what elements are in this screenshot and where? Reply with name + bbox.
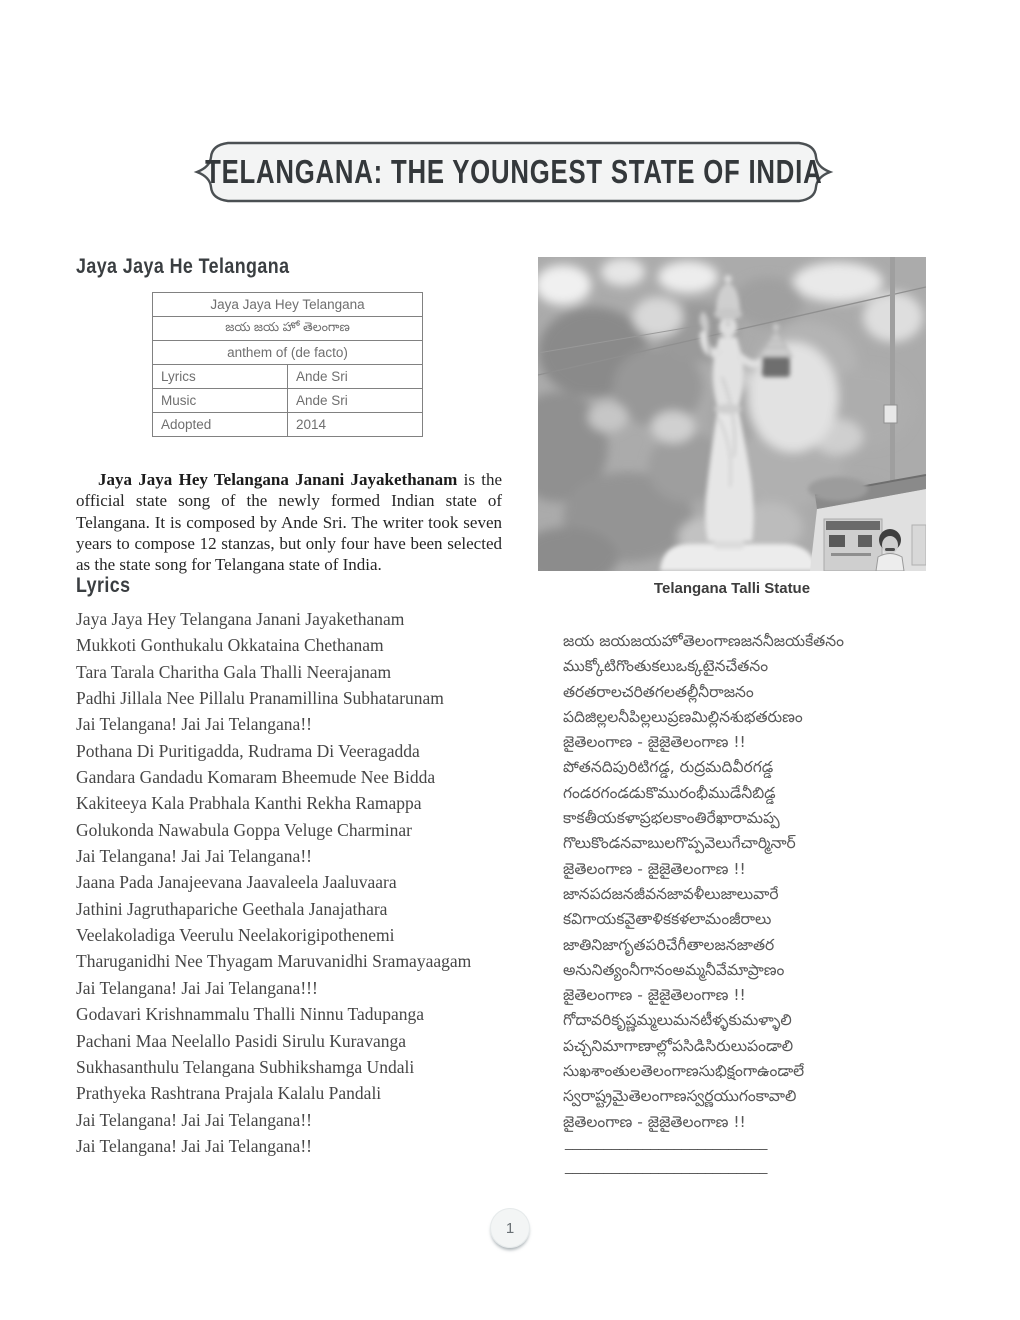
table-row xyxy=(153,341,423,365)
infobox-anthem-cell: anthem of (de facto) xyxy=(153,341,423,365)
telugu-lyric-line: పదిజిల్లలనీపిల్లలుప్రణమిల్లినశుభతరుణం xyxy=(563,707,803,726)
lyric-line: Jathini Jagruthapariche Geethala Janajathara xyxy=(76,898,388,919)
statue-photo-illustration xyxy=(538,257,926,571)
telugu-lyrics-list xyxy=(563,629,953,1135)
paragraph-body: is the official state song of the newly formed Indian state of Telangana. It is composed by Ande Sri. The writer took seven years to compose 12 stanzas, but only four have been selected as the state song for Telangana state of India. xyxy=(76,470,503,575)
table-row xyxy=(153,293,423,317)
lyric-line: Padhi Jillala Nee Pillalu Pranamillina Subhatarunam xyxy=(76,688,444,709)
statue-photo xyxy=(538,257,926,571)
lyric-line: Mukkoti Gonthukalu Okkataina Chethanam xyxy=(76,635,384,656)
telugu-lyric-line: జైతెలంగాణ - జైజైతెలంగాణ !! xyxy=(563,733,746,752)
telugu-lyric-line: ముక్కోటిగొంతుకలుఒక్కటైనచేతనం xyxy=(563,657,769,676)
lyric-line: Jaya Jaya Hey Telangana Janani Jayakethanam xyxy=(76,609,405,629)
infobox-telugu-cell: జయ జయ హో తెలంగాణ xyxy=(153,317,423,341)
section-heading-song: Jaya Jaya He Telangana xyxy=(76,255,290,278)
lyric-line: Tara Tarala Charitha Gala Thalli Neerajanam xyxy=(76,661,392,682)
lyric-line: Jaana Pada Janajeevana Jaavaleela Jaaluvaara xyxy=(76,872,397,893)
telugu-lyric-line: పచ్చనిమాగాణాల్లోపసిడిసిరులుపండాలి xyxy=(563,1036,794,1055)
lyric-line: Prathyeka Rashtrana Prajala Kalalu Pandali xyxy=(76,1083,382,1104)
lyric-line: Jai Telangana! Jai Jai Telangana!! xyxy=(76,1135,312,1156)
telugu-lyric-line: గొలుకొండనవాబులగొప్పవెలుగేచార్మినార్ xyxy=(563,834,796,853)
telugu-lyric-line: జాతినిజాగృతపరిచేగీతాలజనజాతర xyxy=(563,935,775,954)
paragraph-lead-bold: Jaya Jaya Hey Telangana Janani Jayakethanam xyxy=(98,470,458,489)
image-caption: Telangana Talli Statue xyxy=(653,580,811,597)
telugu-lyric-line: కాకతీయకళాప్రభలకాంతిరేఖారామప్ప xyxy=(563,809,780,828)
page-number: 1 xyxy=(505,1219,515,1237)
lyric-line: Godavari Krishnammalu Thalli Ninnu Tadupanga xyxy=(76,1004,425,1025)
telugu-lyric-line: జైతెలంగాణ - జైజైతెలంగాణ !! xyxy=(563,1112,746,1131)
lyric-line: Gandara Gandadu Komaram Bheemude Nee Bidda xyxy=(76,767,436,788)
anthem-infobox-table xyxy=(152,292,423,437)
telugu-lyric-line: తరతరాలచరితగలతల్లీనీరాజనం xyxy=(563,682,754,701)
infobox-value: Ande Sri xyxy=(288,389,423,413)
infobox-label: Music xyxy=(153,389,288,413)
lyric-line: Veelakoladiga Veerulu Neelakorigipothenemi xyxy=(76,925,395,946)
blank-line: __________________________ xyxy=(565,1134,768,1150)
table-row xyxy=(153,317,423,341)
lyric-line: Sukhasanthulu Telangana Subhikshamga Undali xyxy=(76,1056,415,1077)
poster-kiosk xyxy=(808,475,926,571)
section-heading-lyrics: Lyrics xyxy=(76,574,131,597)
english-lyrics-list xyxy=(76,606,471,1159)
lyric-line: Pothana Di Puritigadda, Rudrama Di Veeragadda xyxy=(76,740,420,761)
blank-line: __________________________ xyxy=(565,1157,768,1174)
telugu-lyric-line: గోదావరికృష్ణమ్మలుమనటీళ్ళకుమళ్ళాలి xyxy=(563,1011,792,1030)
lyric-line: Jai Telangana! Jai Jai Telangana!! xyxy=(76,1109,312,1130)
lyric-line: Tharuganidhi Nee Thyagam Maruvanidhi Sramayaagam xyxy=(76,951,472,972)
lyric-line: Jai Telangana! Jai Jai Telangana!! xyxy=(76,846,312,867)
telugu-lyric-line: జైతెలంగాణ - జైజైతెలంగాణ !! xyxy=(563,986,746,1005)
blank-write-lines xyxy=(565,1131,767,1178)
telugu-lyric-line: పోతనదిపురిటిగడ్డ, రుద్రమదివీరగడ్డ xyxy=(563,758,774,777)
page-title: TELANGANA: THE YOUNGEST STATE OF INDIA xyxy=(205,153,823,190)
table-row xyxy=(153,365,423,389)
lyric-line: Golukonda Nawabula Goppa Veluge Charminar xyxy=(76,819,412,840)
table-row xyxy=(153,413,423,437)
telugu-lyric-line: గండరగండడుకొమురంభీముడేనీబిడ్డ xyxy=(563,783,776,802)
lyric-line: Kakiteeya Kala Prabhala Kanthi Rekha Ramappa xyxy=(76,793,422,814)
lyric-line: Jai Telangana! Jai Jai Telangana!! xyxy=(76,714,312,735)
chapter-banner xyxy=(192,140,836,206)
lyric-line: Jai Telangana! Jai Jai Telangana!!! xyxy=(76,977,318,998)
page-number-badge xyxy=(490,1208,530,1248)
infobox-label: Lyrics xyxy=(153,365,288,389)
intro-paragraph xyxy=(76,469,502,575)
infobox-label: Adopted xyxy=(153,413,288,437)
telugu-lyric-line: కవిగాయకవైతాళికకళలామంజీరాలు xyxy=(563,910,772,929)
telugu-lyric-line: జానపదజనజీవనజావళీలుజాలువారే xyxy=(563,884,779,903)
telugu-lyric-line: జైతెలంగాణ - జైజైతెలంగాణ !! xyxy=(563,859,746,878)
table-row xyxy=(153,389,423,413)
telugu-lyric-line: సుఖశాంతులతెలంగాణసుభిక్షంగాఉండాలే xyxy=(563,1062,805,1081)
telugu-lyric-line: స్వరాష్ట్రమైతెలంగాణస్వర్ణయుగంకావాలి xyxy=(563,1087,797,1106)
lyric-line: Pachani Maa Neelallo Pasidi Sirulu Kuravanga xyxy=(76,1030,406,1051)
infobox-value: 2014 xyxy=(288,413,423,437)
telugu-lyric-line: అనునిత్యంనీగానంఅమ్మనీవేమాప్రాణం xyxy=(563,960,785,979)
infobox-value: Ande Sri xyxy=(288,365,423,389)
infobox-title-cell: Jaya Jaya Hey Telangana xyxy=(153,293,423,317)
telugu-lyric-line: జయ జయజయహోతెలంగాణజననీజయకేతనం xyxy=(563,632,844,650)
